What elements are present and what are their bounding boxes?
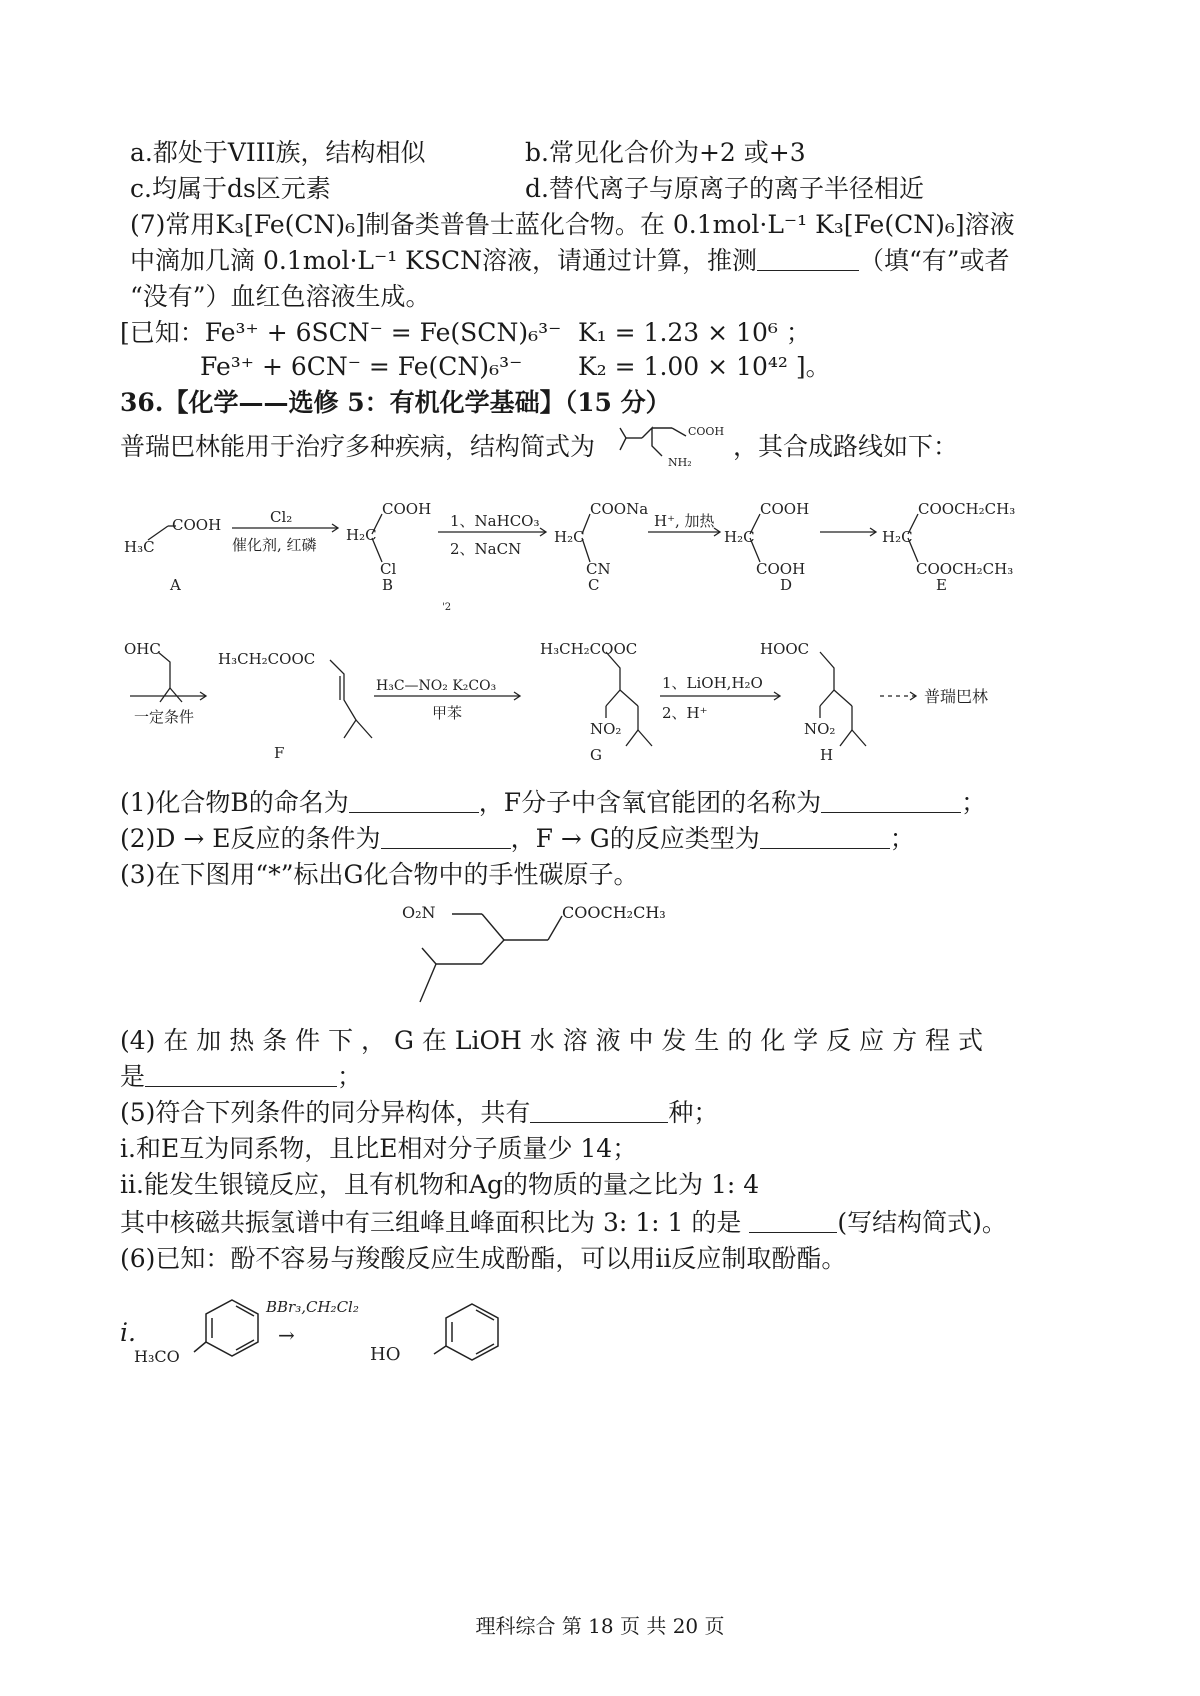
pregabalin-cooh: COOH <box>688 425 725 438</box>
question-2-text-b: ，F → G的反应类型为 <box>510 824 760 853</box>
anisole-h3co: H₃CO <box>134 1347 180 1366</box>
label-c: C <box>588 576 600 594</box>
question-5-nmr-text: 其中核磁共振氢谱中有三组峰且峰面积比为 3: 1: 1 的是 <box>120 1208 742 1237</box>
c-coona: COONa <box>590 500 649 518</box>
g-structure-no2: O₂N <box>402 903 436 922</box>
d-h2c: H₂C <box>724 528 755 546</box>
reagent-bbr3: BBr₃,CH₂Cl₂ <box>266 1298 359 1316</box>
reagent-nahco3: 1、NaHCO₃ <box>450 512 540 530</box>
label-b: B <box>382 576 394 594</box>
question-2-text-a: (2)D → E反应的条件为 <box>120 824 381 853</box>
question-5-text: (5)符合下列条件的同分异构体，共有 <box>120 1098 531 1127</box>
answer-blank-2a[interactable] <box>381 824 511 849</box>
condition-i: i.和E互为同系物，且比E相对分子质量少 14； <box>120 1134 638 1163</box>
reagent-lioh: 1、LiOH,H₂O <box>662 674 763 692</box>
label-d: D <box>780 576 793 594</box>
intro-text-a: 普瑞巴林能用于治疗多种疾病，结构简式为 <box>120 432 596 461</box>
reagent-catalyst: 催化剂, 红磷 <box>232 536 317 554</box>
b-cl: Cl <box>380 560 397 578</box>
condition-ii: ii.能发生银镜反应，且有机物和Ag的物质的量之比为 1: 4 <box>120 1170 760 1199</box>
scan-artifact: '2 <box>442 602 452 610</box>
question-5-nmr-end: (写结构简式)。 <box>837 1208 1007 1237</box>
f-ester: H₃CH₂COOC <box>218 650 316 668</box>
label-h: H <box>820 746 834 764</box>
intro-text-b: ，其合成路线如下： <box>733 432 959 461</box>
question-1-text-a: (1)化合物B的命名为 <box>120 788 349 817</box>
d-cooh-top: COOH <box>760 500 810 518</box>
question-5-nmr <box>120 1206 1007 1240</box>
option-d: d.替代离子与原离子的离子半径相近 <box>525 174 924 203</box>
e-cooet-top: COOCH₂CH₃ <box>918 500 1016 518</box>
g-structure-cooet: COOCH₂CH₃ <box>562 903 666 922</box>
reagent-condition: 一定条件 <box>134 708 195 726</box>
g-structure <box>400 898 720 1018</box>
question-7-text: 中滴加几滴 0.1mol·L⁻¹ KSCN溶液，请通过计算，推测 <box>130 246 757 275</box>
section-title: 36.【化学——选修 5：有机化学基础】（15 分） <box>120 388 671 417</box>
question-1-end: ； <box>961 788 987 817</box>
d-cooh-bottom: COOH <box>756 560 806 578</box>
page-footer: 理科综合 第 18 页 共 20 页 <box>475 1614 725 1638</box>
h-no2: NO₂ <box>804 720 836 738</box>
question-7-line3: “没有”）血红色溶液生成。 <box>130 282 431 311</box>
question-7-line2 <box>130 244 1010 278</box>
label-e: E <box>936 576 947 594</box>
label-a: A <box>170 576 181 594</box>
option-a: a.都处于VIII族，结构相似 <box>130 138 426 167</box>
answer-blank-2b[interactable] <box>760 824 890 849</box>
option-c: c.均属于ds区元素 <box>130 174 331 203</box>
reaction-i-label: i. <box>120 1318 136 1347</box>
reaction-i-scheme <box>120 1290 540 1400</box>
pregabalin-structure <box>612 418 732 474</box>
synthesis-row-2 <box>120 630 1040 770</box>
option-b: b.常见化合价为+2 或+3 <box>525 138 806 167</box>
answer-blank-5[interactable] <box>530 1098 668 1123</box>
question-2-end: ； <box>889 824 915 853</box>
c-h2c: H₂C <box>554 528 585 546</box>
e-h2c: H₂C <box>882 528 913 546</box>
question-4-text: 是 <box>120 1062 146 1091</box>
question-4-end: ； <box>337 1062 363 1091</box>
g-no2: NO₂ <box>590 720 622 738</box>
answer-blank-1a[interactable] <box>349 788 479 813</box>
synthesis-row-1 <box>120 490 1020 610</box>
known-k2: K₂ = 1.00 × 10⁴² ]。 <box>578 352 831 381</box>
answer-blank-7[interactable] <box>757 246 859 271</box>
question-1-text-b: ，F分子中含氧官能团的名称为 <box>478 788 822 817</box>
e-cooet-bottom: COOCH₂CH₃ <box>916 560 1014 578</box>
question-4-line1: (4) 在 加 热 条 件 下 ， G 在 LiOH 水 溶 液 中 发 生 的 化 学 反 应 方 程 式 <box>120 1026 984 1055</box>
label-f: F <box>274 744 285 762</box>
h-hooc: HOOC <box>760 640 810 658</box>
a-cooh: COOH <box>172 516 222 534</box>
question-5 <box>120 1096 718 1130</box>
question-4-line2 <box>120 1060 362 1094</box>
question-7-line1: (7)常用K₃[Fe(CN)₆]制备类普鲁士蓝化合物。在 0.1mol·L⁻¹ K₃[Fe(CN)₆]溶液 <box>130 210 1015 239</box>
known-k1: K₁ = 1.23 × 10⁶ ； <box>578 318 811 347</box>
answer-blank-4[interactable] <box>145 1062 337 1087</box>
reagent-acid: 2、H⁺ <box>662 704 708 722</box>
question-5-end: 种； <box>668 1098 719 1127</box>
known-eq1: [已知：Fe³⁺ + 6SCN⁻ = Fe(SCN)₆³⁻ <box>120 318 562 347</box>
answer-blank-1b[interactable] <box>821 788 961 813</box>
question-6: (6)已知：酚不容易与羧酸反应生成酚酯，可以用ii反应制取酚酯。 <box>120 1244 847 1273</box>
reagent-aldehyde: OHC <box>124 640 161 658</box>
pregabalin-nh2: NH₂ <box>668 456 692 469</box>
question-1 <box>120 786 986 820</box>
c-cn: CN <box>586 560 611 578</box>
reagent-cl2: Cl₂ <box>270 508 293 526</box>
a-h3c: H₃C <box>124 538 155 556</box>
phenol-ho: HO <box>370 1344 401 1365</box>
b-h2c: H₂C <box>346 526 377 544</box>
reaction-arrow: → <box>278 1323 295 1347</box>
g-ester: H₃CH₂COOC <box>540 640 638 658</box>
reagent-h-heat: H⁺, 加热 <box>654 512 715 530</box>
answer-blank-5b[interactable] <box>749 1208 837 1233</box>
reagent-nitromethane: H₃C—NO₂ K₂CO₃ <box>376 678 497 694</box>
b-cooh: COOH <box>382 500 432 518</box>
question-3: (3)在下图用“*”标出G化合物中的手性碳原子。 <box>120 860 639 889</box>
question-7-hint: （填“有”或者 <box>858 246 1010 275</box>
product-pregabalin: 普瑞巴林 <box>924 687 989 706</box>
known-eq2: Fe³⁺ + 6CN⁻ = Fe(CN)₆³⁻ <box>200 352 523 381</box>
reagent-nacn: 2、NaCN <box>450 540 522 558</box>
question-2 <box>120 822 915 856</box>
reagent-toluene: 甲苯 <box>432 704 463 722</box>
label-g: G <box>590 746 602 764</box>
